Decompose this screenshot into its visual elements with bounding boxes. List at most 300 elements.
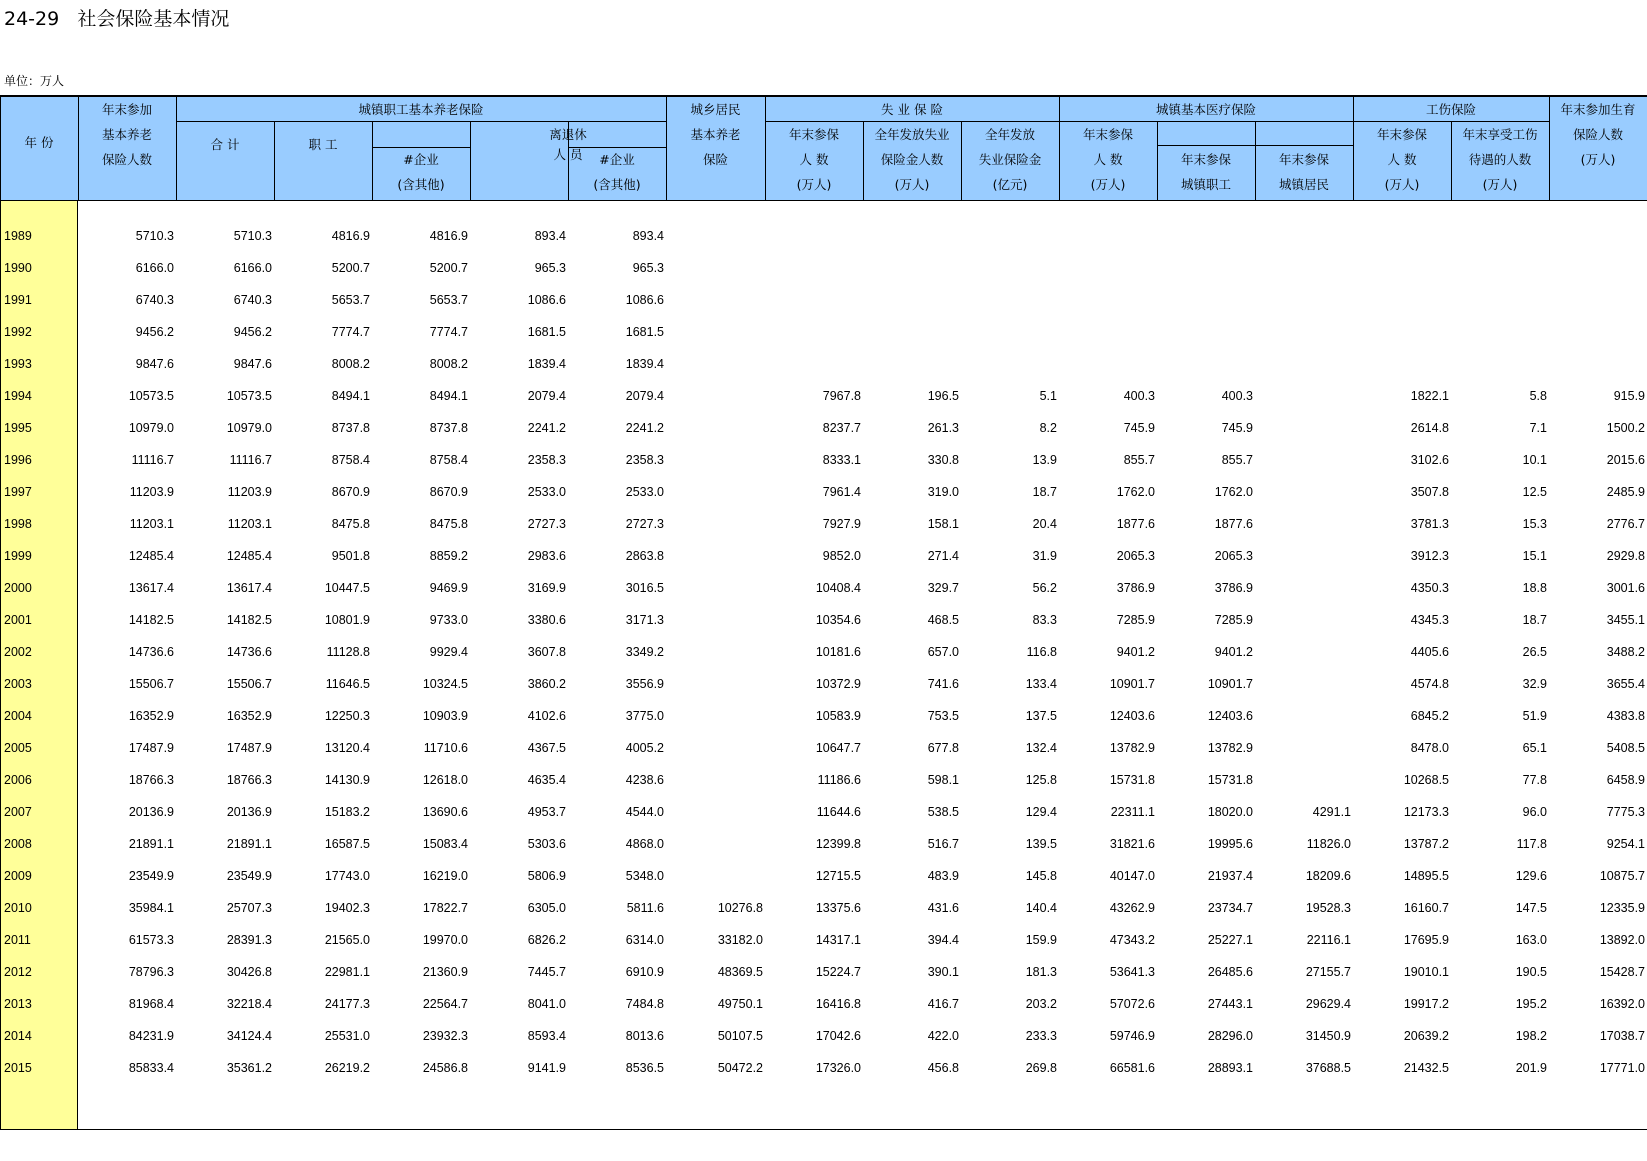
unemp-benefit-amount-header: 失业保险金	[978, 152, 1042, 167]
value-cell: 196.5	[927, 389, 959, 403]
table-row	[0, 889, 1647, 921]
value-cell: 2079.4	[527, 389, 566, 403]
med-employee-header: 城镇职工	[1180, 177, 1231, 192]
value-cell: 66581.6	[1109, 1061, 1155, 1075]
value-cell: 19402.3	[324, 901, 370, 915]
table-row	[0, 665, 1647, 697]
value-cell: 83.3	[1032, 613, 1057, 627]
value-cell: 21432.5	[1403, 1061, 1449, 1075]
value-cell: 17042.6	[815, 1029, 861, 1043]
value-cell: 3349.2	[625, 645, 664, 659]
value-cell: 6458.9	[1606, 773, 1645, 787]
value-cell: 10372.9	[815, 677, 861, 691]
value-cell: 1681.5	[527, 325, 566, 339]
value-cell: 47343.2	[1109, 933, 1155, 947]
value-cell: 8475.8	[331, 517, 370, 531]
value-cell: 129.4	[1025, 805, 1057, 819]
value-cell: 56.2	[1032, 581, 1057, 595]
table-row	[0, 473, 1647, 505]
medical-group-underline	[1059, 121, 1353, 122]
value-cell: 6305.0	[527, 901, 566, 915]
unemp-benefit-people-header: (万人)	[894, 177, 930, 192]
header-divider	[274, 122, 275, 201]
value-cell: 3860.2	[527, 677, 566, 691]
enterprise-header: (含其他)	[593, 177, 641, 192]
total-header: 合 计	[210, 137, 240, 152]
year-cell: 2013	[4, 997, 32, 1011]
value-cell: 9254.1	[1606, 837, 1645, 851]
table-row	[0, 857, 1647, 889]
value-cell: 15731.8	[1109, 773, 1155, 787]
value-cell: 9401.2	[1116, 645, 1155, 659]
value-cell: 17487.9	[128, 741, 174, 755]
value-cell: 2241.2	[625, 421, 664, 435]
value-cell: 9401.2	[1214, 645, 1253, 659]
value-cell: 19528.3	[1305, 901, 1351, 915]
value-cell: 33182.0	[717, 933, 763, 947]
value-cell: 4005.2	[625, 741, 664, 755]
value-cell: 1762.0	[1116, 485, 1155, 499]
value-cell: 22311.1	[1110, 805, 1155, 819]
value-cell: 271.4	[927, 549, 959, 563]
value-cell: 16352.9	[128, 709, 174, 723]
value-cell: 15428.7	[1599, 965, 1645, 979]
value-cell: 25227.1	[1207, 933, 1253, 947]
injury-insured-header: 人 数	[1387, 152, 1417, 167]
value-cell: 23549.9	[128, 869, 174, 883]
value-cell: 15.1	[1522, 549, 1547, 563]
value-cell: 21565.0	[324, 933, 370, 947]
value-cell: 5.8	[1529, 389, 1547, 403]
value-cell: 1839.4	[625, 357, 664, 371]
value-cell: 57072.6	[1109, 997, 1155, 1011]
value-cell: 26.5	[1522, 645, 1547, 659]
table-row	[0, 1017, 1647, 1049]
value-cell: 9456.2	[135, 325, 174, 339]
basic-pension-header: 基本养老	[101, 127, 152, 142]
value-cell: 5710.3	[135, 229, 174, 243]
value-cell: 7774.7	[429, 325, 468, 339]
value-cell: 12335.9	[1599, 901, 1645, 915]
value-cell: 24177.3	[324, 997, 370, 1011]
table-row	[0, 249, 1647, 281]
table-row	[0, 537, 1647, 569]
value-cell: 456.8	[927, 1061, 959, 1075]
value-cell: 3016.5	[625, 581, 664, 595]
value-cell: 8008.2	[429, 357, 468, 371]
value-cell: 3781.3	[1410, 517, 1449, 531]
value-cell: 7484.8	[625, 997, 664, 1011]
value-cell: 5653.7	[429, 293, 468, 307]
value-cell: 12173.3	[1403, 805, 1449, 819]
value-cell: 9847.6	[233, 357, 272, 371]
value-cell: 16160.7	[1403, 901, 1449, 915]
value-cell: 12.5	[1522, 485, 1547, 499]
value-cell: 49750.1	[717, 997, 763, 1011]
value-cell: 5408.5	[1606, 741, 1645, 755]
unemp-insured-header: (万人)	[796, 177, 832, 192]
value-cell: 29629.4	[1305, 997, 1351, 1011]
value-cell: 4367.5	[527, 741, 566, 755]
value-cell: 3455.1	[1606, 613, 1645, 627]
value-cell: 17487.9	[226, 741, 272, 755]
value-cell: 2079.4	[625, 389, 664, 403]
value-cell: 7445.7	[527, 965, 566, 979]
med-insured-header: 年末参保	[1082, 127, 1133, 142]
value-cell: 5.1	[1039, 389, 1057, 403]
value-cell: 26485.6	[1207, 965, 1253, 979]
value-cell: 10583.9	[815, 709, 861, 723]
value-cell: 11116.7	[131, 453, 174, 467]
value-cell: 25707.3	[226, 901, 272, 915]
value-cell: 10903.9	[422, 709, 468, 723]
value-cell: 7967.8	[822, 389, 861, 403]
value-cell: 21360.9	[422, 965, 468, 979]
table-row	[0, 985, 1647, 1017]
value-cell: 10181.6	[815, 645, 861, 659]
medical-sub-underline	[1157, 145, 1353, 146]
value-cell: 9501.8	[331, 549, 370, 563]
year-cell: 1989	[4, 229, 32, 243]
table-row	[0, 377, 1647, 409]
value-cell: 10573.5	[226, 389, 272, 403]
value-cell: 14736.6	[128, 645, 174, 659]
table-row	[0, 217, 1647, 249]
year-cell: 2007	[4, 805, 32, 819]
urban-rural-pension-header: 保险	[702, 152, 728, 167]
value-cell: 201.9	[1515, 1061, 1547, 1075]
value-cell: 4345.3	[1410, 613, 1449, 627]
value-cell: 2727.3	[527, 517, 566, 531]
value-cell: 10354.6	[815, 613, 861, 627]
value-cell: 319.0	[927, 485, 959, 499]
value-cell: 17326.0	[815, 1061, 861, 1075]
value-cell: 190.5	[1515, 965, 1547, 979]
value-cell: 8013.6	[625, 1029, 664, 1043]
table-row	[0, 793, 1647, 825]
value-cell: 3775.0	[625, 709, 664, 723]
employee-header: 职 工	[308, 137, 338, 152]
value-cell: 34124.4	[226, 1029, 272, 1043]
value-cell: 13617.4	[128, 581, 174, 595]
year-cell: 2002	[4, 645, 32, 659]
value-cell: 18209.6	[1305, 869, 1351, 883]
year-cell: 2010	[4, 901, 32, 915]
value-cell: 26219.2	[324, 1061, 370, 1075]
value-cell: 158.1	[927, 517, 959, 531]
value-cell: 9456.2	[233, 325, 272, 339]
value-cell: 4953.7	[527, 805, 566, 819]
value-cell: 7774.7	[331, 325, 370, 339]
value-cell: 18766.3	[128, 773, 174, 787]
value-cell: 3380.6	[527, 613, 566, 627]
value-cell: 2015.6	[1606, 453, 1645, 467]
year-cell: 1995	[4, 421, 32, 435]
value-cell: 431.6	[927, 901, 959, 915]
data-table	[0, 95, 1647, 1130]
value-cell: 19917.2	[1403, 997, 1449, 1011]
value-cell: 8593.4	[527, 1029, 566, 1043]
unemp-benefit-people-header: 保险金人数	[880, 152, 944, 167]
year-cell: 2011	[4, 933, 31, 947]
urban-employee-pension-header: 城镇职工基本养老保险	[358, 102, 484, 117]
value-cell: 81968.4	[128, 997, 174, 1011]
value-cell: 1839.4	[527, 357, 566, 371]
value-cell: 59746.9	[1109, 1029, 1155, 1043]
value-cell: 13375.6	[815, 901, 861, 915]
value-cell: 13782.9	[1207, 741, 1253, 755]
year-cell: 1992	[4, 325, 32, 339]
value-cell: 17743.0	[324, 869, 370, 883]
value-cell: 19010.1	[1403, 965, 1449, 979]
value-cell: 5200.7	[331, 261, 370, 275]
value-cell: 9929.4	[429, 645, 468, 659]
value-cell: 5806.9	[527, 869, 566, 883]
value-cell: 745.9	[1123, 421, 1155, 435]
injury-group-underline	[1353, 121, 1549, 122]
value-cell: 8670.9	[429, 485, 468, 499]
enterprise-header: #企业	[403, 152, 439, 167]
value-cell: 14182.5	[128, 613, 174, 627]
value-cell: 893.4	[534, 229, 566, 243]
value-cell: 10268.5	[1403, 773, 1449, 787]
value-cell: 48369.5	[717, 965, 763, 979]
value-cell: 10573.5	[128, 389, 174, 403]
value-cell: 2358.3	[527, 453, 566, 467]
year-cell: 2009	[4, 869, 32, 883]
value-cell: 17038.7	[1599, 1029, 1645, 1043]
value-cell: 855.7	[1123, 453, 1155, 467]
value-cell: 753.5	[927, 709, 959, 723]
value-cell: 18020.0	[1207, 805, 1253, 819]
value-cell: 3556.9	[625, 677, 664, 691]
value-cell: 2485.9	[1606, 485, 1645, 499]
value-cell: 8237.7	[822, 421, 861, 435]
value-cell: 16392.0	[1599, 997, 1645, 1011]
table-row	[0, 1049, 1647, 1081]
value-cell: 2065.3	[1116, 549, 1155, 563]
value-cell: 15.3	[1522, 517, 1547, 531]
value-cell: 3912.3	[1410, 549, 1449, 563]
value-cell: 3001.6	[1606, 581, 1645, 595]
value-cell: 203.2	[1025, 997, 1057, 1011]
value-cell: 9852.0	[822, 549, 861, 563]
value-cell: 7285.9	[1116, 613, 1155, 627]
value-cell: 53641.3	[1109, 965, 1155, 979]
value-cell: 14317.1	[815, 933, 861, 947]
value-cell: 32218.4	[226, 997, 272, 1011]
value-cell: 19970.0	[422, 933, 468, 947]
value-cell: 8.2	[1039, 421, 1057, 435]
value-cell: 35984.1	[128, 901, 174, 915]
value-cell: 3786.9	[1116, 581, 1155, 595]
value-cell: 12399.8	[815, 837, 861, 851]
value-cell: 12618.0	[422, 773, 468, 787]
value-cell: 11203.1	[227, 517, 272, 531]
value-cell: 137.5	[1025, 709, 1057, 723]
value-cell: 32.9	[1522, 677, 1547, 691]
value-cell: 5653.7	[331, 293, 370, 307]
injury-benefit-header: (万人)	[1482, 177, 1518, 192]
value-cell: 132.4	[1025, 741, 1057, 755]
value-cell: 15224.7	[815, 965, 861, 979]
value-cell: 1500.2	[1606, 421, 1645, 435]
value-cell: 21891.1	[128, 837, 174, 851]
value-cell: 4350.3	[1410, 581, 1449, 595]
unemp-benefit-amount-header: (亿元)	[992, 177, 1028, 192]
value-cell: 6166.0	[135, 261, 174, 275]
page-title: 24-29 社会保险基本情况	[4, 8, 230, 30]
year-cell: 1994	[4, 389, 32, 403]
value-cell: 2358.3	[625, 453, 664, 467]
table-row	[0, 729, 1647, 761]
value-cell: 16416.8	[815, 997, 861, 1011]
value-cell: 4544.0	[625, 805, 664, 819]
unemp-insured-header: 人 数	[799, 152, 829, 167]
value-cell: 11116.7	[229, 453, 272, 467]
value-cell: 85833.4	[128, 1061, 174, 1075]
value-cell: 12715.5	[815, 869, 861, 883]
value-cell: 147.5	[1515, 901, 1547, 915]
year-cell: 1996	[4, 453, 32, 467]
value-cell: 965.3	[534, 261, 566, 275]
year-cell: 1991	[4, 293, 32, 307]
table-row	[0, 953, 1647, 985]
value-cell: 5303.6	[527, 837, 566, 851]
value-cell: 11644.6	[816, 805, 861, 819]
table-row	[0, 409, 1647, 441]
value-cell: 10979.0	[128, 421, 174, 435]
value-cell: 3507.8	[1410, 485, 1449, 499]
value-cell: 13892.0	[1599, 933, 1645, 947]
value-cell: 6845.2	[1410, 709, 1449, 723]
value-cell: 116.8	[1026, 645, 1057, 659]
value-cell: 28296.0	[1207, 1029, 1253, 1043]
value-cell: 139.5	[1025, 837, 1057, 851]
value-cell: 31450.9	[1305, 1029, 1351, 1043]
value-cell: 3607.8	[527, 645, 566, 659]
table-row	[0, 313, 1647, 345]
value-cell: 8737.8	[429, 421, 468, 435]
year-cell: 1997	[4, 485, 32, 499]
value-cell: 4816.9	[429, 229, 468, 243]
value-cell: 22981.1	[324, 965, 370, 979]
value-cell: 21937.4	[1207, 869, 1253, 883]
value-cell: 181.3	[1025, 965, 1057, 979]
value-cell: 16587.5	[324, 837, 370, 851]
value-cell: 2776.7	[1606, 517, 1645, 531]
value-cell: 6826.2	[527, 933, 566, 947]
value-cell: 9141.9	[527, 1061, 566, 1075]
value-cell: 18.7	[1032, 485, 1057, 499]
value-cell: 1681.5	[625, 325, 664, 339]
value-cell: 745.9	[1221, 421, 1253, 435]
value-cell: 1877.6	[1116, 517, 1155, 531]
value-cell: 12250.3	[324, 709, 370, 723]
value-cell: 394.4	[927, 933, 959, 947]
medical-header: 城镇基本医疗保险	[1155, 102, 1256, 117]
value-cell: 3102.6	[1410, 453, 1449, 467]
value-cell: 8859.2	[429, 549, 468, 563]
value-cell: 17771.0	[1599, 1061, 1645, 1075]
value-cell: 50472.2	[717, 1061, 763, 1075]
value-cell: 2983.6	[527, 549, 566, 563]
value-cell: 5200.7	[429, 261, 468, 275]
table-row	[0, 601, 1647, 633]
value-cell: 15083.4	[422, 837, 468, 851]
value-cell: 12403.6	[1207, 709, 1253, 723]
value-cell: 195.2	[1515, 997, 1547, 1011]
value-cell: 9847.6	[135, 357, 174, 371]
value-cell: 11128.8	[326, 645, 370, 659]
maternity-header: 年末参加生育	[1560, 102, 1636, 117]
value-cell: 7.1	[1529, 421, 1547, 435]
value-cell: 10901.7	[1207, 677, 1253, 691]
value-cell: 6910.9	[625, 965, 664, 979]
value-cell: 8494.1	[331, 389, 370, 403]
value-cell: 20639.2	[1403, 1029, 1449, 1043]
value-cell: 31.9	[1032, 549, 1057, 563]
value-cell: 657.0	[927, 645, 959, 659]
value-cell: 3488.2	[1606, 645, 1645, 659]
value-cell: 416.7	[927, 997, 959, 1011]
value-cell: 12485.4	[226, 549, 272, 563]
value-cell: 14895.5	[1403, 869, 1449, 883]
value-cell: 20136.9	[226, 805, 272, 819]
value-cell: 19995.6	[1207, 837, 1253, 851]
value-cell: 159.9	[1025, 933, 1057, 947]
year-cell: 2003	[4, 677, 32, 691]
value-cell: 18766.3	[226, 773, 272, 787]
value-cell: 4868.0	[625, 837, 664, 851]
value-cell: 43262.9	[1109, 901, 1155, 915]
med-insured-header: 人 数	[1093, 152, 1123, 167]
value-cell: 538.5	[927, 805, 959, 819]
value-cell: 37688.5	[1305, 1061, 1351, 1075]
value-cell: 18.7	[1522, 613, 1547, 627]
year-cell: 2004	[4, 709, 32, 723]
value-cell: 11203.9	[227, 485, 272, 499]
year-cell: 2014	[4, 1029, 32, 1043]
value-cell: 3171.3	[625, 613, 664, 627]
value-cell: 8670.9	[331, 485, 370, 499]
value-cell: 10.1	[1522, 453, 1547, 467]
year-cell: 1990	[4, 261, 32, 275]
value-cell: 133.4	[1025, 677, 1057, 691]
value-cell: 15506.7	[128, 677, 174, 691]
value-cell: 51.9	[1522, 709, 1547, 723]
value-cell: 516.7	[927, 837, 959, 851]
value-cell: 10801.9	[324, 613, 370, 627]
value-cell: 7285.9	[1214, 613, 1253, 627]
unemployment-group-underline	[765, 121, 1059, 122]
value-cell: 1762.0	[1214, 485, 1253, 499]
table-row	[0, 825, 1647, 857]
value-cell: 677.8	[927, 741, 959, 755]
year-cell: 2008	[4, 837, 32, 851]
value-cell: 20.4	[1032, 517, 1057, 531]
value-cell: 140.4	[1025, 901, 1057, 915]
unemp-insured-header: 年末参保	[788, 127, 839, 142]
value-cell: 4405.6	[1410, 645, 1449, 659]
value-cell: 8475.8	[429, 517, 468, 531]
value-cell: 5811.6	[626, 901, 664, 915]
value-cell: 20136.9	[128, 805, 174, 819]
value-cell: 1086.6	[527, 293, 566, 307]
value-cell: 893.4	[632, 229, 664, 243]
injury-benefit-header: 年末享受工伤	[1462, 127, 1538, 142]
value-cell: 330.8	[927, 453, 959, 467]
